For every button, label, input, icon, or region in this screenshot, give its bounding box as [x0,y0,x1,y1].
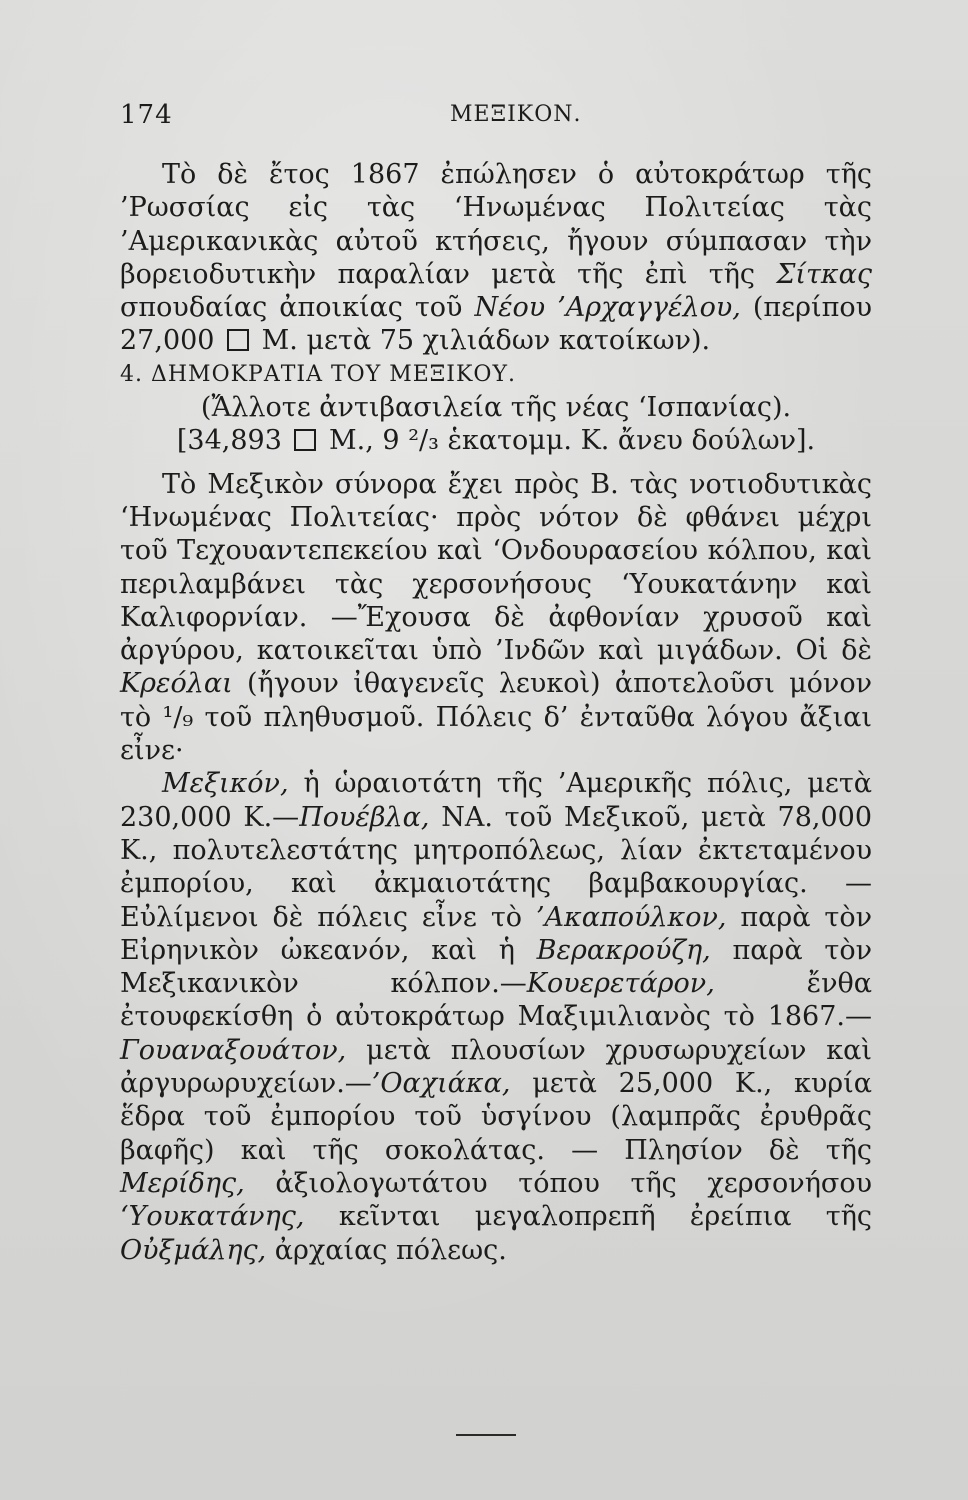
section-statistics: [34,893 Μ., 9 ²/₃ ἑκατομμ. Κ. ἄνευ δούλων]. [176,425,816,457]
section-heading: 4. ΔΗΜΟΚΡΑΤΙΑ ΤΟΥ ΜΕΞΙΚΟΥ. [120,361,516,387]
text-body [120,158,872,1267]
paragraph-cities: Μεξικόν, ἡ ὡραιοτάτη τῆς ’Αμερικῆς πόλις, μετὰ 230,000 Κ.—Πουέβλα, ΝΑ. τοῦ Μεξικοῦ, μετὰ 78,000 Κ., πολυτελεστάτης μητροπόλεως, λίαν ἐκτεταμένου ἐμπορίου, καὶ ἀκμαιοτάτης βαμβακουργίας. — Εὐλίμενοι δὲ πόλεις εἶνε τὸ ’Ακαπούλκον, παρὰ τὸν Εἰρηνικὸν ὠκεανόν, καὶ ἡ Βερακρούζη, παρὰ τὸν Μεξικανικὸν κόλπον.—Κουερετάρον, ἔνθα ἐτουφεκίσθη ὁ αὐτοκράτωρ Μαξιμιλιανὸς τὸ 1867.—Γουαναξουάτον, μετὰ πλουσίων χρυσωρυχείων καὶ ἀργυρωρυχείων.—’Οαχιάκα, μετὰ 25,000 Κ., κυρία ἕδρα τοῦ ἐμπορίου τοῦ ὑσγίνου (λαμπρᾶς ἐρυθρᾶς βαφῆς) καὶ τῆς σοκολάτας. — Πλησίον δὲ τῆς Μερίδης, ἀξιολογωτάτου τόπου τῆς χερσονήσου ‘Υουκατάνης, κεῖνται μεγαλοπρεπῆ ἐρείπια τῆς Οὐξμάλης, ἀρχαίας πόλεως. [120,768,873,1266]
end-rule [456,1434,516,1436]
running-title: ΜΕΞΙΚΟΝ. [450,102,582,127]
page-header [120,100,870,140]
paragraph-borders: Τὸ Μεξικὸν σύνορα ἔχει πρὸς Β. τὰς νοτιοδυτικὰς ‘Ηνωμένας Πολιτείας· πρὸς νότον δὲ φθάνει μέχρι τοῦ Τεχουαντεπεκείου καὶ ‘Ονδουρασείου κόλπου, καὶ περιλαμβάνει τὰς χερσονήσους ‘Υουκατάνην καὶ Καλιφορνίαν. —Ἔχουσα δὲ ἀφθονίαν χρυσοῦ καὶ ἀργύρου, κατοικεῖται ὑπὸ ’Ινδῶν καὶ μιγάδων. Οἱ δὲ Κρεόλαι (ἤγουν ἰθαγενεῖς λευκοὶ) ἀποτελοῦσι μόνον τὸ ¹/₉ τοῦ πληθυσμοῦ. Πόλεις δ’ ἐνταῦθα λόγου ἄξιαι εἶνε· [120,468,872,767]
page-number: 174 [120,100,173,130]
square-icon [227,329,249,351]
paragraph-russian-alaska: Τὸ δὲ ἔτος 1867 ἐπώλησεν ὁ αὐτοκράτωρ τῆς ’Ρωσσίας εἰς τὰς ‘Ηνωμένας Πολιτείας τὰς ’Αμερικανικὰς αὐτοῦ κτήσεις, ἤγουν σύμπασαν τὴν βορειοδυτικὴν παραλίαν μετὰ τῆς ἐπὶ τῆς Σίτκας σπουδαίας ἀποικίας τοῦ Νέου ’Αρχαγγέλου, (περίπου 27,000 Μ. μετὰ 75 χιλιάδων κατοίκων). [120,159,872,357]
section-subtitle: (Ἄλλοτε ἀντιβασιλεία τῆς νέας ‘Ισπανίας). [200,392,792,424]
square-icon [294,429,316,451]
